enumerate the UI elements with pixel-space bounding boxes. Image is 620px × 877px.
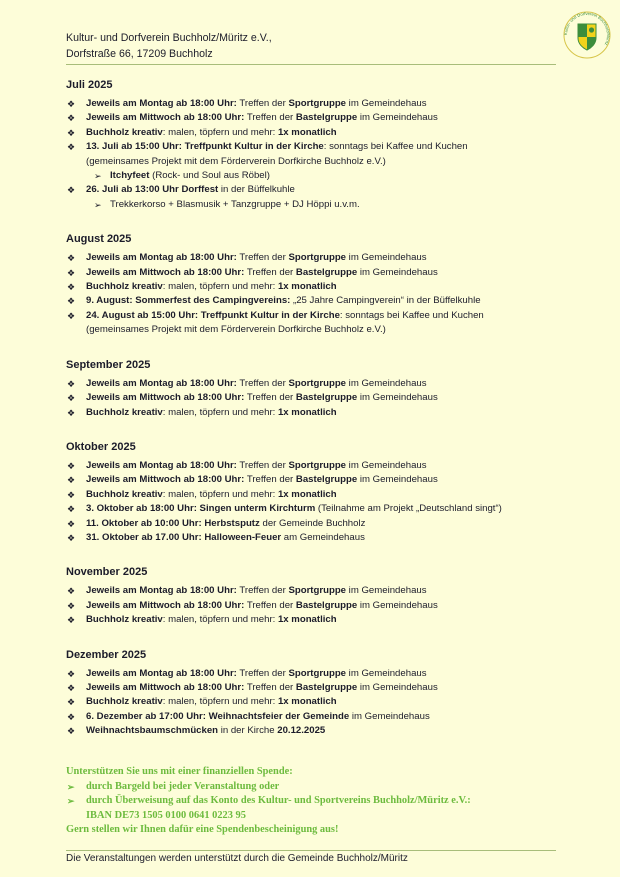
event-item: ❖ Weihnachtsbaumschmücken in der Kirche 20.12.2025	[66, 724, 586, 738]
diamond-bullet-icon: ❖	[67, 460, 76, 471]
diamond-bullet-icon: ❖	[67, 296, 76, 307]
arrow-bullet-icon: ➢	[67, 796, 75, 806]
diamond-bullet-icon: ❖	[67, 668, 76, 679]
month-heading: September 2025	[66, 358, 151, 371]
event-item: ❖ 13. Juli ab 15:00 Uhr: Treffpunkt Kultur in der Kirche: sonntags bei Kaffee und Kuchen (gemeinsames Projekt mit dem Förderverein Dorfkirche Buchholz e.V.) ➢ Itchyfeet (Rock- und Soul aus Röbel)	[66, 140, 586, 183]
event-item: ❖ Buchholz kreativ: malen, töpfern und mehr: 1x monatlich	[66, 613, 586, 627]
diamond-bullet-icon: ❖	[67, 253, 76, 264]
diamond-bullet-icon: ❖	[67, 532, 76, 543]
donation-appeal	[66, 765, 586, 838]
footer-divider	[66, 850, 556, 851]
arrow-bullet-icon: ➢	[94, 199, 102, 210]
organization-header	[66, 30, 272, 62]
event-item: ❖ Jeweils am Mittwoch ab 18:00 Uhr: Treffen der Bastelgruppe im Gemeindehaus	[66, 599, 586, 613]
diamond-bullet-icon: ❖	[67, 393, 76, 404]
diamond-bullet-icon: ❖	[67, 142, 76, 153]
diamond-bullet-icon: ❖	[67, 600, 76, 611]
event-item: ❖ Jeweils am Mittwoch ab 18:00 Uhr: Treffen der Bastelgruppe im Gemeindehaus	[66, 391, 586, 405]
logo-ring-text: Kultur- und Dorfverein Buchholz/Müritz	[562, 10, 612, 47]
diamond-bullet-icon: ❖	[67, 697, 76, 708]
event-subitem: ➢ Trekkerkorso + Blasmusik + Tanzgruppe + DJ Höppi u.v.m.	[88, 198, 586, 212]
event-item: ❖ 31. Oktober ab 17.00 Uhr: Halloween-Feuer am Gemeindehaus	[66, 531, 586, 545]
month-heading: August 2025	[66, 233, 132, 246]
event-item: ❖ Buchholz kreativ: malen, töpfern und mehr: 1x monatlich	[66, 126, 586, 140]
event-subitem: ➢ Itchyfeet (Rock- und Soul aus Röbel)	[88, 169, 586, 183]
diamond-bullet-icon: ❖	[67, 310, 76, 321]
month-heading: Oktober 2025	[66, 440, 136, 453]
footer-sponsor-note: Die Veranstaltungen werden unterstützt durch die Gemeinde Buchholz/Müritz	[66, 853, 408, 864]
event-list-august	[66, 251, 586, 337]
month-heading: November 2025	[66, 566, 148, 579]
diamond-bullet-icon: ❖	[67, 504, 76, 515]
diamond-bullet-icon: ❖	[67, 127, 76, 138]
event-list-juli	[66, 97, 586, 212]
event-item: ❖ Jeweils am Mittwoch ab 18:00 Uhr: Treffen der Bastelgruppe im Gemeindehaus	[66, 681, 586, 695]
diamond-bullet-icon: ❖	[67, 586, 76, 597]
club-logo-icon	[562, 10, 612, 60]
arrow-bullet-icon: ➢	[67, 781, 75, 792]
event-list-november	[66, 584, 586, 627]
event-note: (gemeinsames Projekt mit dem Förderverein Dorfkirche Buchholz e.V.)	[86, 324, 386, 336]
donation-option-transfer: ➢ durch Überweisung auf das Konto des Kultur- und Sportvereins Buchholz/Müritz e.V.:	[66, 794, 586, 809]
organization-address: Dorfstraße 66, 17209 Buchholz	[66, 48, 213, 60]
event-item: ❖ 3. Oktober ab 18:00 Uhr: Singen unterm Kirchturm (Teilnahme am Projekt „Deutschland singt“)	[66, 502, 586, 516]
donation-closing: Gern stellen wir Ihnen dafür eine Spendenbescheinigung aus!	[66, 824, 339, 835]
event-list-dezember	[66, 667, 586, 739]
event-item: ❖ Buchholz kreativ: malen, töpfern und mehr: 1x monatlich	[66, 280, 586, 294]
arrow-bullet-icon: ➢	[94, 171, 102, 182]
month-heading: Juli 2025	[66, 79, 113, 91]
event-item: ❖ 11. Oktober ab 10:00 Uhr: Herbstsputz der Gemeinde Buchholz	[66, 517, 586, 531]
event-item: ❖ Jeweils am Mittwoch ab 18:00 Uhr: Treffen der Bastelgruppe im Gemeindehaus	[66, 473, 586, 487]
event-item: ❖ 9. August: Sommerfest des Campingvereins: „25 Jahre Campingverein“ in der Büffelkuhle	[66, 294, 586, 308]
event-item: ❖ Buchholz kreativ: malen, töpfern und mehr: 1x monatlich	[66, 406, 586, 420]
diamond-bullet-icon: ❖	[67, 518, 76, 529]
event-item: ❖ Jeweils am Montag ab 18:00 Uhr: Treffen der Sportgruppe im Gemeindehaus	[66, 584, 586, 598]
diamond-bullet-icon: ❖	[67, 282, 76, 293]
event-list-oktober	[66, 459, 586, 545]
diamond-bullet-icon: ❖	[67, 185, 76, 196]
event-calendar	[66, 77, 586, 758]
header-divider	[66, 64, 556, 65]
event-item: ❖ Jeweils am Mittwoch ab 18:00 Uhr: Treffen der Bastelgruppe im Gemeindehaus	[66, 266, 586, 280]
organization-name: Kultur- und Dorfverein Buchholz/Müritz e.V.,	[66, 32, 272, 44]
diamond-bullet-icon: ❖	[67, 407, 76, 418]
event-item: ❖ 26. Juli ab 13:00 Uhr Dorffest in der Büffelkuhle ➢ Trekkerkorso + Blasmusik + Tanzgruppe + DJ Höppi u.v.m.	[66, 183, 586, 212]
diamond-bullet-icon: ❖	[67, 378, 76, 389]
event-item: ❖ Jeweils am Montag ab 18:00 Uhr: Treffen der Sportgruppe im Gemeindehaus	[66, 97, 586, 111]
diamond-bullet-icon: ❖	[67, 711, 76, 722]
event-item: ❖ Jeweils am Mittwoch ab 18:00 Uhr: Treffen der Bastelgruppe im Gemeindehaus	[66, 111, 586, 125]
event-item: ❖ Buchholz kreativ: malen, töpfern und mehr: 1x monatlich	[66, 695, 586, 709]
event-item: ❖ Jeweils am Montag ab 18:00 Uhr: Treffen der Sportgruppe im Gemeindehaus	[66, 377, 586, 391]
event-list-september	[66, 377, 586, 420]
diamond-bullet-icon: ❖	[67, 113, 76, 124]
event-item: ❖ Jeweils am Montag ab 18:00 Uhr: Treffen der Sportgruppe im Gemeindehaus	[66, 251, 586, 265]
diamond-bullet-icon: ❖	[67, 99, 76, 109]
event-item: ❖ Buchholz kreativ: malen, töpfern und mehr: 1x monatlich	[66, 488, 586, 502]
diamond-bullet-icon: ❖	[67, 267, 76, 278]
donation-iban: IBAN DE73 1505 0100 0641 0223 95	[86, 809, 246, 821]
event-item: ❖ 24. August ab 15:00 Uhr: Treffpunkt Kultur in der Kirche: sonntags bei Kaffee und Kuchen (gemeinsames Projekt mit dem Förderverein Dorfkirche Buchholz e.V.)	[66, 309, 586, 338]
donation-option-cash: ➢ durch Bargeld bei jeder Veranstaltung oder	[66, 780, 586, 795]
month-heading: Dezember 2025	[66, 648, 147, 661]
diamond-bullet-icon: ❖	[67, 615, 76, 626]
diamond-bullet-icon: ❖	[67, 726, 76, 737]
event-item: ❖ 6. Dezember ab 17:00 Uhr: Weihnachtsfeier der Gemeinde im Gemeindehaus	[66, 710, 586, 724]
donation-title: Unterstützen Sie uns mit einer finanziellen Spende:	[66, 766, 293, 777]
diamond-bullet-icon: ❖	[67, 682, 76, 693]
event-note: (gemeinsames Projekt mit dem Förderverein Dorfkirche Buchholz e.V.)	[86, 155, 386, 167]
event-item: ❖ Jeweils am Montag ab 18:00 Uhr: Treffen der Sportgruppe im Gemeindehaus	[66, 459, 586, 473]
event-item: ❖ Jeweils am Montag ab 18:00 Uhr: Treffen der Sportgruppe im Gemeindehaus	[66, 667, 586, 681]
diamond-bullet-icon: ❖	[67, 475, 76, 486]
diamond-bullet-icon: ❖	[67, 489, 76, 500]
